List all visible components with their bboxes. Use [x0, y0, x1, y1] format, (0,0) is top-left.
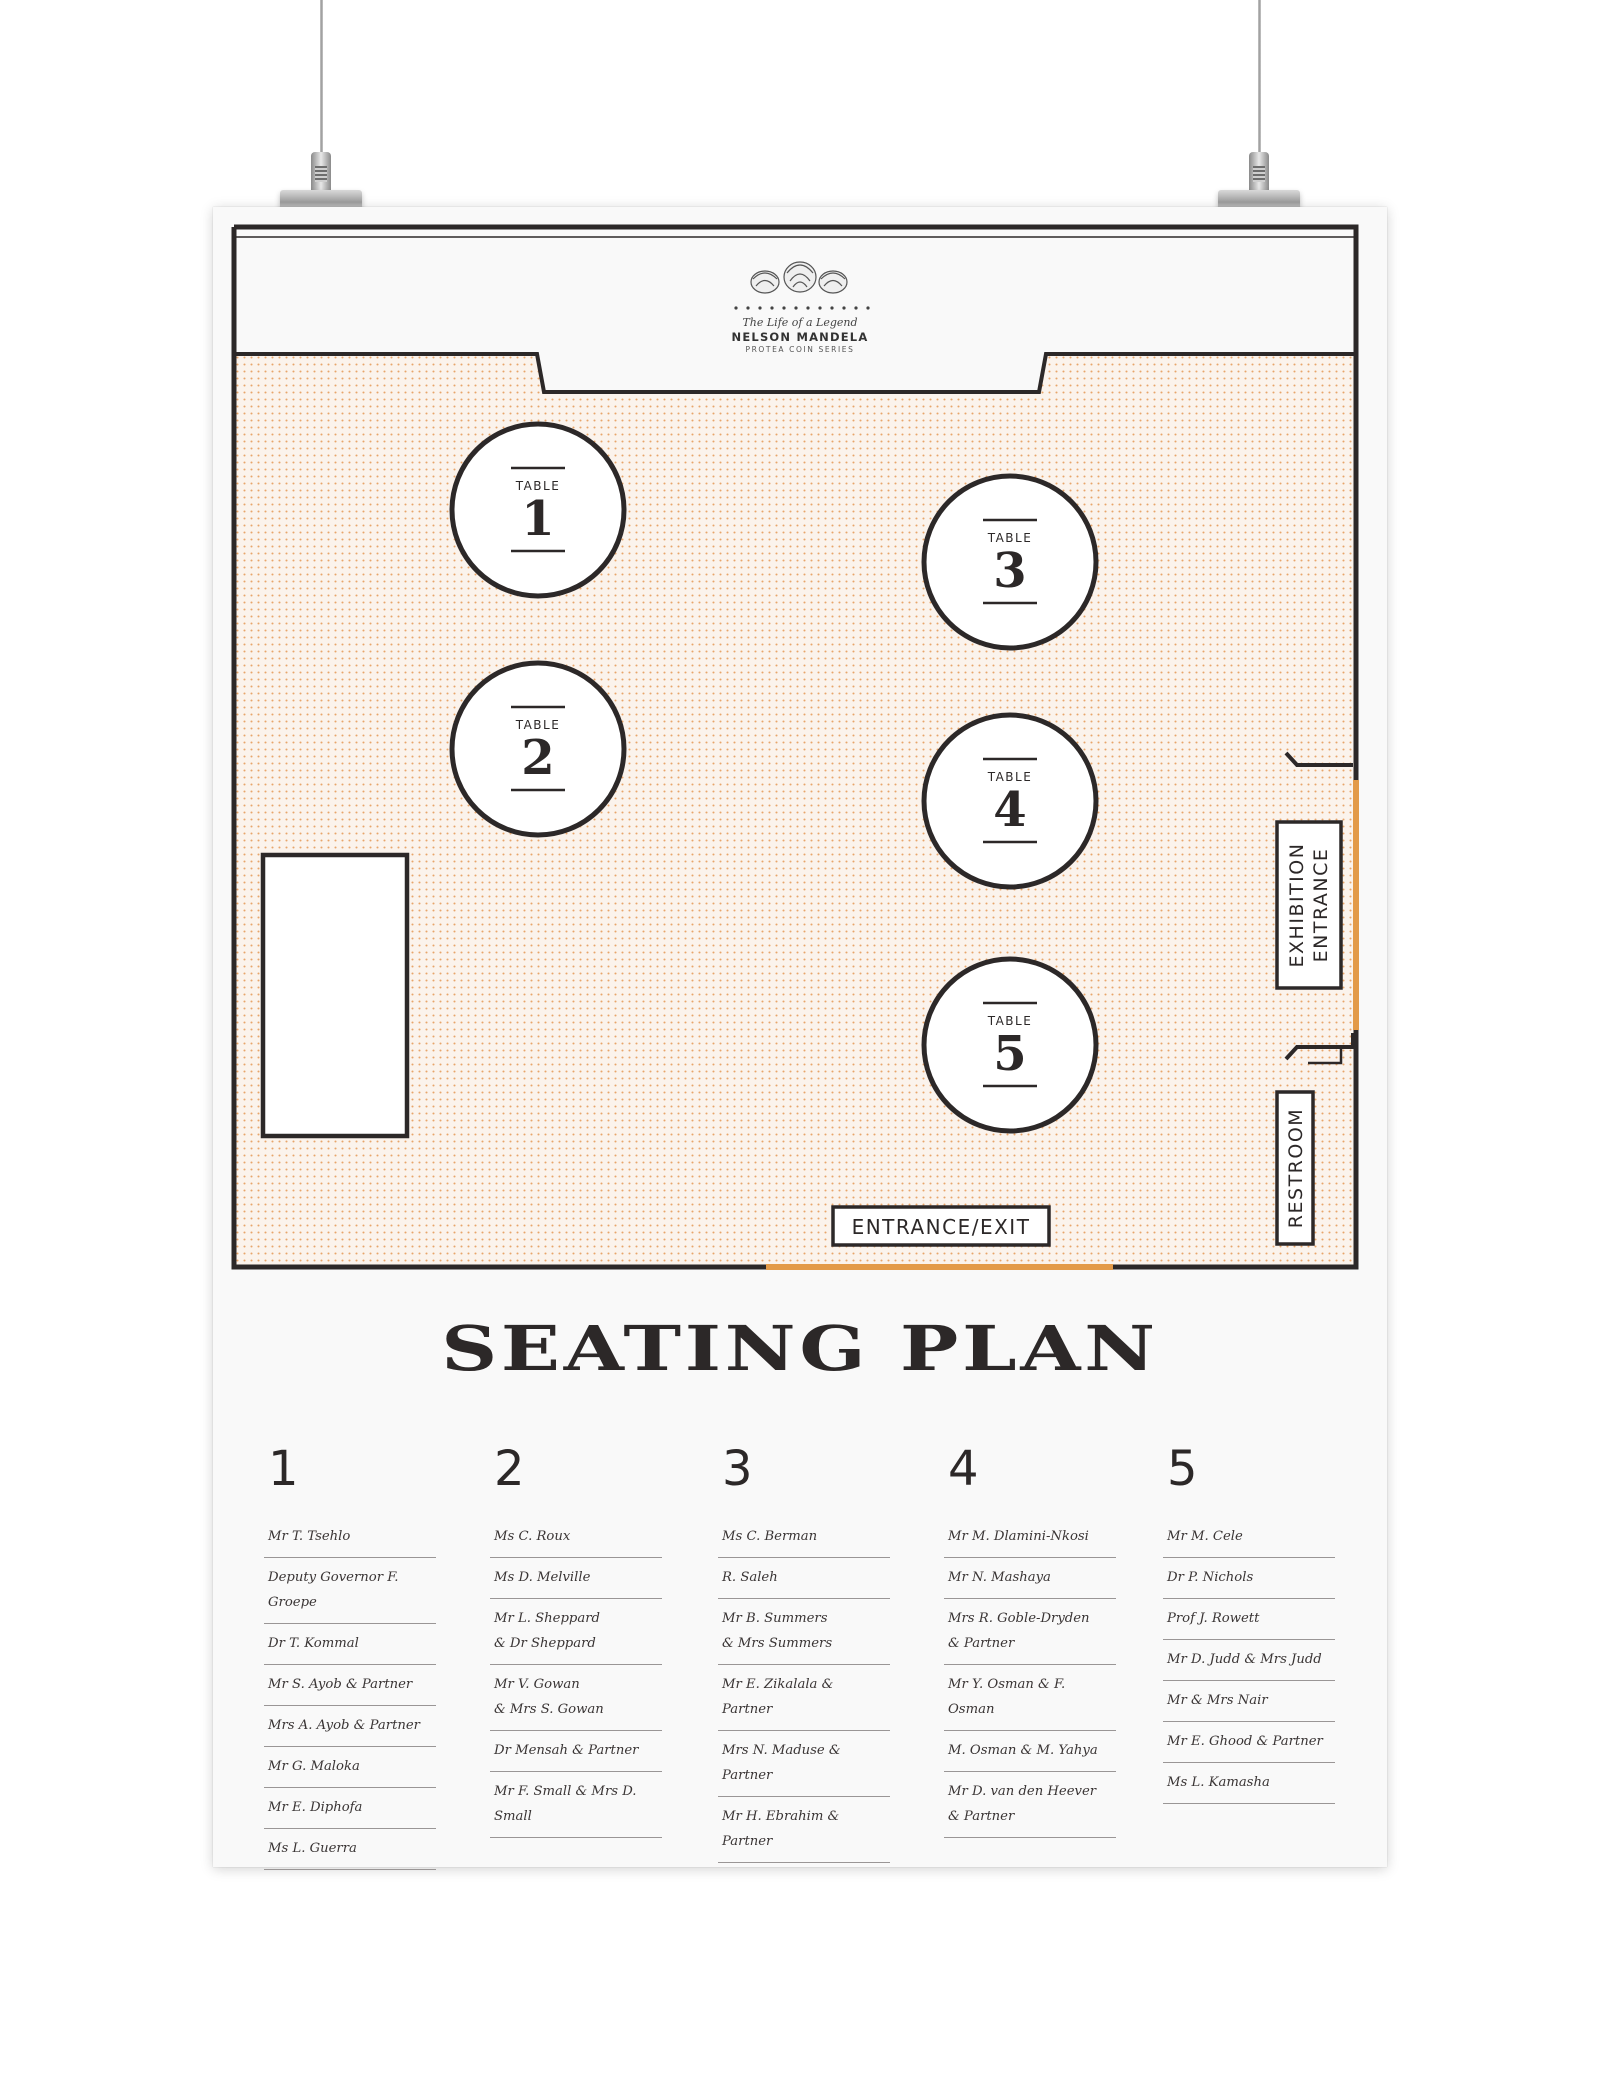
logo-name: NELSON MANDELA	[731, 330, 869, 344]
entrance-exit-label: ENTRANCE/EXIT	[851, 1215, 1031, 1239]
table-label: TABLE	[987, 770, 1033, 784]
guest-entry: Ms D. Melville	[490, 1558, 662, 1599]
guest-entry: Mr S. Ayob & Partner	[264, 1665, 436, 1706]
hanging-wire-right	[1258, 0, 1261, 170]
guest-entry: Mrs R. Goble-Dryden & Partner	[944, 1599, 1116, 1665]
column-number: 4	[948, 1441, 979, 1497]
guest-column-1	[264, 1441, 436, 1870]
exhibition-door	[1353, 780, 1359, 1030]
restroom-sign[interactable]	[1277, 1092, 1313, 1244]
column-number: 5	[1167, 1441, 1198, 1497]
guest-entry: Mr G. Maloka	[264, 1747, 436, 1788]
guest-entry: Mr E. Zikalala & Partner	[718, 1665, 890, 1731]
restroom-label: RESTROOM	[1285, 1107, 1307, 1229]
exhibition-label-line1: EXHIBITION	[1286, 842, 1308, 968]
column-number: 2	[494, 1441, 525, 1497]
guest-entry: Mr M. Dlamini-Nkosi	[944, 1517, 1116, 1558]
protea-logo-icon	[751, 262, 847, 293]
guest-entry: Mr H. Ebrahim & Partner	[718, 1797, 890, 1863]
guest-entry: Mr E. Ghood & Partner	[1163, 1722, 1335, 1763]
table-3[interactable]	[924, 476, 1096, 648]
guest-entry: Mr N. Mashaya	[944, 1558, 1116, 1599]
table-2[interactable]	[452, 663, 624, 835]
guest-entry: Prof J. Rowett	[1163, 1599, 1335, 1640]
table-5[interactable]	[924, 959, 1096, 1131]
guest-entry: Dr Mensah & Partner	[490, 1731, 662, 1772]
guest-entry: Ms C. Berman	[718, 1517, 890, 1558]
table-label: TABLE	[987, 531, 1033, 545]
guest-entry: R. Saleh	[718, 1558, 890, 1599]
table-1[interactable]	[452, 424, 624, 596]
floor-plan	[213, 207, 1387, 1307]
hanging-wire-left	[320, 0, 323, 170]
guest-list	[944, 1517, 1116, 1838]
exhibition-entrance-sign[interactable]	[1277, 822, 1341, 988]
column-number: 3	[722, 1441, 753, 1497]
guest-entry: Mrs A. Ayob & Partner	[264, 1706, 436, 1747]
guest-entry: Mr F. Small & Mrs D. Small	[490, 1772, 662, 1838]
guest-column-4	[944, 1441, 1116, 1838]
guest-entry: Mr & Mrs Nair	[1163, 1681, 1335, 1722]
guest-entry: Dr T. Kommal	[264, 1624, 436, 1665]
guest-column-2	[490, 1441, 662, 1838]
logo-subtitle: The Life of a Legend	[742, 316, 858, 329]
guest-entry: Mr M. Cele	[1163, 1517, 1335, 1558]
buffet-table	[263, 855, 407, 1136]
table-number: 2	[521, 730, 555, 786]
seating-plan-poster	[213, 207, 1387, 1867]
table-label: TABLE	[515, 718, 561, 732]
entrance-exit-sign[interactable]	[833, 1207, 1049, 1245]
logo-series: PROTEA COIN SERIES	[745, 345, 855, 354]
guest-entry: Dr P. Nichols	[1163, 1558, 1335, 1599]
guest-list	[490, 1517, 662, 1838]
guest-entry: Mrs N. Maduse & Partner	[718, 1731, 890, 1797]
guest-entry: Mr B. Summers & Mrs Summers	[718, 1599, 890, 1665]
table-number: 5	[993, 1026, 1027, 1082]
main-door	[766, 1264, 1113, 1270]
guest-list	[1163, 1517, 1335, 1804]
page-title: SEATING PLAN	[441, 1312, 1159, 1385]
guest-column-5	[1163, 1441, 1335, 1804]
table-number: 4	[993, 782, 1027, 838]
guest-list	[718, 1517, 890, 1863]
guest-entry: Mr V. Gowan & Mrs S. Gowan	[490, 1665, 662, 1731]
exhibition-label-line2: ENTRANCE	[1310, 847, 1332, 963]
guest-entry: Ms C. Roux	[490, 1517, 662, 1558]
guest-entry: Ms L. Kamasha	[1163, 1763, 1335, 1804]
table-label: TABLE	[515, 479, 561, 493]
logo-dots	[734, 306, 869, 309]
guest-entry: Mr E. Diphofa	[264, 1788, 436, 1829]
table-4[interactable]	[924, 715, 1096, 887]
guest-entry: Mr T. Tsehlo	[264, 1517, 436, 1558]
column-number: 1	[268, 1441, 299, 1497]
guest-column-3	[718, 1441, 890, 1863]
table-number: 1	[521, 491, 555, 547]
guest-entry: Mr L. Sheppard & Dr Sheppard	[490, 1599, 662, 1665]
table-label: TABLE	[987, 1014, 1033, 1028]
guest-entry: Deputy Governor F. Groepe	[264, 1558, 436, 1624]
guest-list	[264, 1517, 436, 1870]
guest-entry: Ms L. Guerra	[264, 1829, 436, 1870]
guest-entry: Mr D. Judd & Mrs Judd	[1163, 1640, 1335, 1681]
table-number: 3	[993, 543, 1027, 599]
guest-entry: Mr D. van den Heever & Partner	[944, 1772, 1116, 1838]
guest-entry: Mr Y. Osman & F. Osman	[944, 1665, 1116, 1731]
guest-entry: M. Osman & M. Yahya	[944, 1731, 1116, 1772]
